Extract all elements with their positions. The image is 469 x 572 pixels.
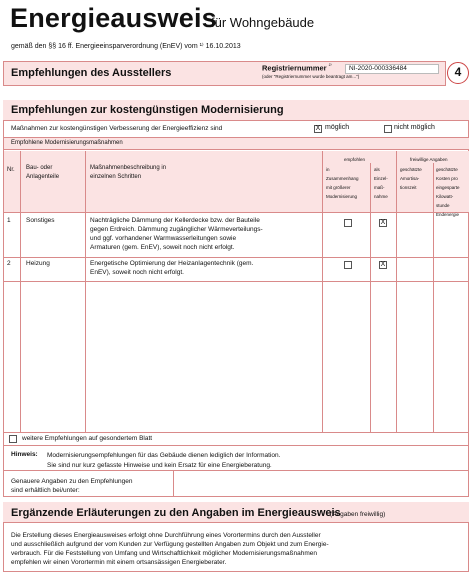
- hint-label: Hinweis:: [11, 451, 38, 458]
- row-1-beschreibung: Nachträgliche Dämmung der Kellerdecke bzw. der Bauteile gegen Erdreich. Dämmung zugänglicher Wärmeverteilungs- und ggf. vorhandener Warmwasserleitungen sowie Armaturen (gem. EnEV), soweit noch nicht erfolgt.: [90, 217, 263, 251]
- grid-line: [20, 151, 21, 432]
- row-2-beschreibung: Energetische Optimierung der Heizanlagentechnik (gem. EnEV), soweit noch nicht erfolgt.: [90, 260, 254, 276]
- erlaeuterungen-title: Ergänzende Erläuterungen zu den Angaben im Energieausweis: [11, 507, 341, 519]
- col-header-bauteil: Bau- oder Anlagenteile: [26, 165, 60, 180]
- grid-line: [433, 163, 434, 432]
- row-2-nr: 2: [7, 260, 11, 267]
- grid-line: [370, 163, 371, 432]
- registry-label: Registriernummer $^{^{2)}}$: [262, 63, 332, 73]
- row-2-zusammenhang-checkbox[interactable]: [344, 261, 352, 269]
- erlaeuterungen-optional-note: (Angaben freiwillig): [330, 511, 386, 518]
- registry-note: (oder "Registriernummer wurde beantragt am..."): [262, 74, 360, 79]
- col-header-beschreibung: Maßnahmenbeschreibung in einzelnen Schritten: [90, 165, 167, 180]
- not-possible-label: nicht möglich: [394, 124, 435, 131]
- grid-line: [4, 257, 469, 258]
- modernisierung-title: Empfehlungen zur kostengünstigen Modernisierung: [11, 104, 284, 116]
- recommended-title: Empfohlene Modernisierungsmaßnahmen: [11, 140, 123, 146]
- grid-line: [4, 281, 469, 282]
- col-header-amortisation: geschätzte Amortisa- tionszeit: [400, 167, 422, 190]
- row-1-nr: 1: [7, 217, 11, 224]
- col-header-zusammenhang: in Zusammenhang mit größerer Modernisierung: [326, 167, 359, 199]
- not-possible-checkbox[interactable]: [384, 125, 392, 133]
- aussteller-title: Empfehlungen des Ausstellers: [11, 67, 172, 79]
- info-label: Genauere Angaben zu den Empfehlungen sind erhältlich bei/unter:: [11, 478, 133, 494]
- possible-label: möglich: [325, 124, 350, 131]
- grid-line: [85, 151, 86, 432]
- col-header-einzel: als Einzel- maß- nahme: [374, 167, 388, 199]
- grid-line: [4, 212, 469, 213]
- document-subtitle: für Wohngebäude: [211, 15, 315, 30]
- row-2-bauteil: Heizung: [26, 260, 50, 267]
- row-1-einzel-checkbox[interactable]: X: [380, 219, 386, 226]
- row-1-bauteil: Sonstiges: [26, 217, 55, 224]
- possible-checkbox[interactable]: X: [315, 125, 321, 132]
- col-header-nr: Nr.: [7, 167, 15, 173]
- grid-line: [173, 470, 174, 497]
- hint-text: Modernisierungsempfehlungen für das Gebäude dienen lediglich der Information. Sie sind nur kurz gefasste Hinweise und kein Ersatz für eine Energieberatung.: [47, 452, 281, 469]
- erlaeuterungen-text: Die Erstellung dieses Energieausweises erfolgt ohne Durchführung eines Vorortermins durch den Aussteller und ausschließlich aufgrund der vom Kunden zur Verfügung gestellten Angaben zum Objekt und zum Energie- verbrauch. Für die Feststellung von Umfang und Wirtschaftlichkeit möglicher Modernisierungsmaßnahmen empfehlen wir einen Vorortermin mit einem ortsansässigen Energieberater.: [11, 532, 329, 566]
- col-header-kosten: geschätzte Kosten pro eingesparte Kilowatt- stunde Endenergie: [436, 167, 460, 217]
- more-recommendations-checkbox[interactable]: [9, 435, 17, 443]
- page-number-badge: 4: [447, 62, 469, 84]
- col-header-freiwillig: freiwillige Angaben: [410, 157, 448, 162]
- row-1-zusammenhang-checkbox[interactable]: [344, 219, 352, 227]
- col-header-empfohlen: empfohlen: [344, 157, 366, 162]
- row-2-einzel-checkbox[interactable]: X: [380, 261, 386, 268]
- grid-line: [322, 151, 323, 432]
- document-title: Energieausweis: [10, 3, 217, 33]
- grid-line: [396, 151, 397, 432]
- measures-question: Maßnahmen zur kostengünstigen Verbesserung der Energieeffizienz sind: [11, 125, 223, 132]
- more-recommendations-label: weitere Empfehlungen auf gesondertem Blatt: [22, 435, 153, 442]
- registry-number-field[interactable]: NI-2020-000336484: [345, 64, 439, 74]
- legal-reference: gemäß den §§ 16 ff. Energieeinsparverordnung (EnEV) vom ¹⁾ 16.10.2013: [11, 43, 241, 50]
